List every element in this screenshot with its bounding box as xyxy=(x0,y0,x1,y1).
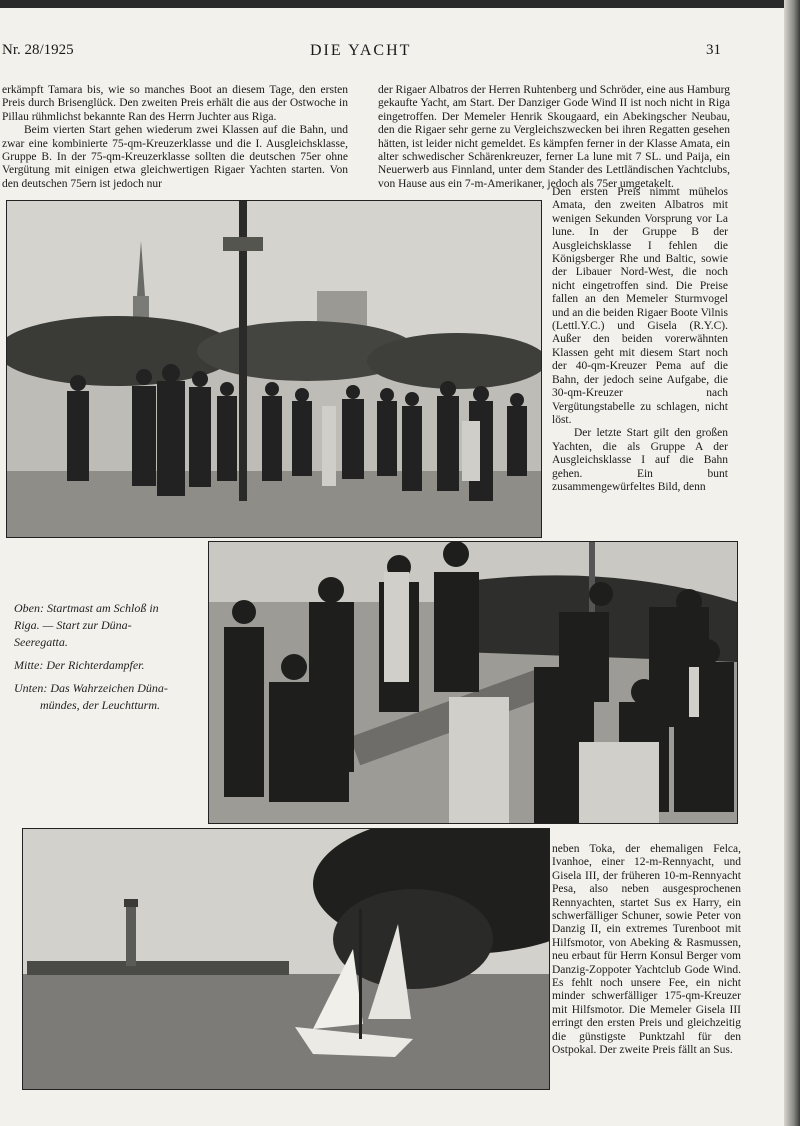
page-edge-shadow xyxy=(784,0,800,1126)
issue-number: Nr. 28/1925 xyxy=(2,42,74,58)
magazine-title: DIE YACHT xyxy=(310,42,412,59)
photo-start-mast xyxy=(6,200,542,538)
photo-lighthouse xyxy=(22,828,550,1090)
caption-line: Seeregatta. xyxy=(14,635,68,649)
paragraph: Beim vierten Start gehen wiederum zwei Klassen auf die Bahn, und zwar eine kombinierte 75-qm-Kreuzerklasse und die I. Ausgleichsklasse, Gruppe B. In der 75-qm-Kreuzerklasse sollten die deutschen 75er ohne Vergütung mit einigen etwa gleichwertigen Rigaer Yachten starten. Von den deutschen 75ern ist jedoch nur xyxy=(2,124,348,190)
caption-top xyxy=(14,600,198,651)
caption-line: Oben: Startmast am Schloß in xyxy=(14,601,159,615)
text-column-bottom-right xyxy=(552,843,741,1058)
paragraph: erkämpft Tamara bis, wie so manches Boot an diesem Tage, den ersten Preis durch Brisenglück. Den zweiten Preis erhält die aus der Ostwoche in Pillau rühmlichst bekannte Ran des Herrn Juchter aus Riga. xyxy=(2,84,348,123)
caption-line: Riga. — Start zur Düna- xyxy=(14,618,132,632)
text-column-right-middle xyxy=(552,186,728,494)
caption-bottom xyxy=(14,680,198,714)
photo-judges-steamer xyxy=(208,541,738,824)
paragraph: neben Toka, der ehemaligen Felca, Ivanhoe, einer 12-m-Rennyacht, und Gisela III, der früheren 10-m-Rennyacht Pesa, also neben ausgesprochenen Rennyachten, startet Sus ex Harry, ein schwerfälliger Schuner, sowie Peter von Danzig II, ein extremes Turenboot mit Hilfsmotor, von Abeking & Rasmussen, neu erbaut für Herrn Konsul Berger vom Danzig-Zoppoter Yachtclub Gode Wind. Es fehlt noch unsere Fee, ein nicht minder schwerfälliger 175-qm-Kreuzer mit Hilfsmotor. Die Memeler Gisela III erringt den ersten Preis und gleichzeitig die günstigste Punktzahl für den Ostpokal. Der zweite Preis fällt an Sus. xyxy=(552,843,741,1057)
caption-line: mündes, der Leuchtturm. xyxy=(40,698,160,712)
text-column-left xyxy=(2,84,348,191)
paragraph: Der letzte Start gilt den großen Yachten, die als Gruppe A der Ausgleichsklasse I auf die Bahn gehen. Ein bunt zusammengewürfeltes Bild, denn xyxy=(552,427,728,493)
caption-middle: Mitte: Der Richterdampfer. xyxy=(14,658,145,672)
paragraph: der Rigaer Albatros der Herren Ruhtenberg und Schröder, eine aus Hamburg gekaufte Yacht, am Start. Der Danziger Gode Wind II ist noch nicht in Riga eingetroffen. Der Memeler Henrik Skougaard, ein Abekingscher Neubau, den die Rigaer sehr gerne zu Vergleichszwecken bei ihren Regatten gesehen hätten, ist leider nicht gemeldet. Es kämpfen ferner in der Klasse Amata, ein alter schwedischer Schärenkreuzer, ferner La lune mit 7 SL. und Paija, ein Neuerwerb aus Finnland, unter dem Stander des Lettländischen Yachtclubs, von Hause aus ein 7-m-Amerikaner, jedoch als 75er umgetakelt. xyxy=(378,84,730,190)
caption-line: Unten: Das Wahrzeichen Düna- xyxy=(14,681,168,695)
text-column-right-top xyxy=(378,84,730,191)
photo-captions xyxy=(14,600,198,720)
magazine-page xyxy=(0,8,784,1126)
page-number: 31 xyxy=(706,42,721,58)
paragraph: Den ersten Preis nimmt mühelos Amata, den zweiten Albatros mit wenigen Sekunden Vorsprung vor La lune. In der Gruppe B der Ausgleichsklasse I fehlen die Königsberger Rhe und Baltic, sowie der Libauer Nord-West, die noch nicht eingetroffen sind. Die Preise fallen an den Memeler Sturmvogel und an die beiden Rigaer Boote Vilnis (Lettl.Y.C.) und Gisela (R.Y.C). Außer den beiden vorerwähnten Klassen geht mit diesem Start noch der 40-qm-Kreuzer Pema auf die Bahn, der jedoch seine Aufgabe, die 30-qm-Kreuzer nach Vergütungstabelle zu schlagen, nicht löst. xyxy=(552,186,728,426)
